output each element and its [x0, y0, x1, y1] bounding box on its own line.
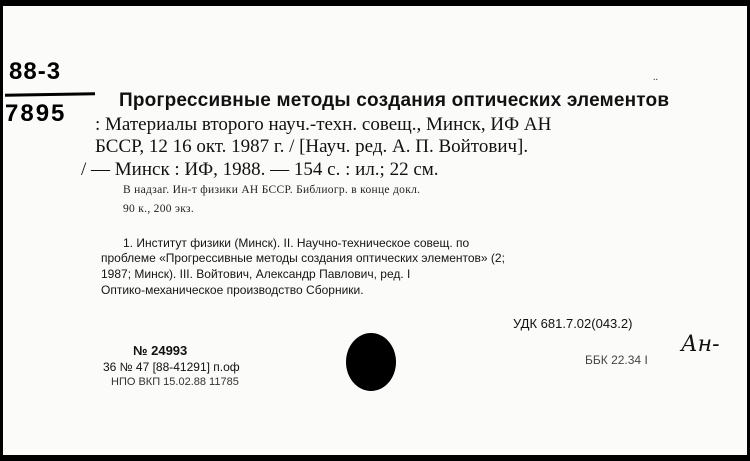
tracing-line-2: проблеме «Прогрессивные методы создания оптических элементов» (2;: [101, 251, 505, 265]
footer-line-1: 36 № 47 [88-41291] п.оф: [103, 360, 240, 374]
handwritten-mark: Ан-: [681, 332, 720, 357]
tracing-line-4: Оптико-механическое производство Сборники.: [101, 283, 364, 297]
punch-hole: [346, 333, 396, 391]
catalog-card: [3, 6, 747, 455]
note-line-1: В надзаг. Ин-т физики АН БССР. Библиогр. в конце докл.: [123, 184, 421, 196]
udk-code: УДК 681.7.02(043.2): [513, 316, 633, 331]
description-line-1: : Материалы второго науч.-техн. совещ., Минск, ИФ АН: [95, 114, 552, 135]
call-number-top: 88-3: [9, 58, 62, 85]
publication-line: / — Минск : ИФ, 1988. — 154 с. : ил.; 22 см.: [81, 159, 439, 180]
call-number-bottom: 7895: [5, 100, 67, 127]
card-number: № 24993: [133, 343, 188, 358]
tracing-line-3: 1987; Минск). III. Войтович, Александр Павлович, ред. I: [101, 267, 411, 281]
tracing-line-1: 1. Институт физики (Минск). II. Научно-техническое совещ. по: [123, 236, 470, 250]
footer-line-2: НПО ВКП 15.02.88 11785: [111, 376, 239, 388]
description-line-2: БССР, 12 16 окт. 1987 г. / [Науч. ред. А. П. Войтович].: [95, 136, 529, 157]
book-title: Прогрессивные методы создания оптических элементов: [119, 90, 670, 111]
call-number-divider: [5, 92, 95, 97]
price-circulation: 90 к., 200 экз.: [123, 203, 195, 215]
bbk-code: ББК 22.34 I: [585, 353, 648, 367]
ink-specks: ..: [653, 72, 658, 83]
